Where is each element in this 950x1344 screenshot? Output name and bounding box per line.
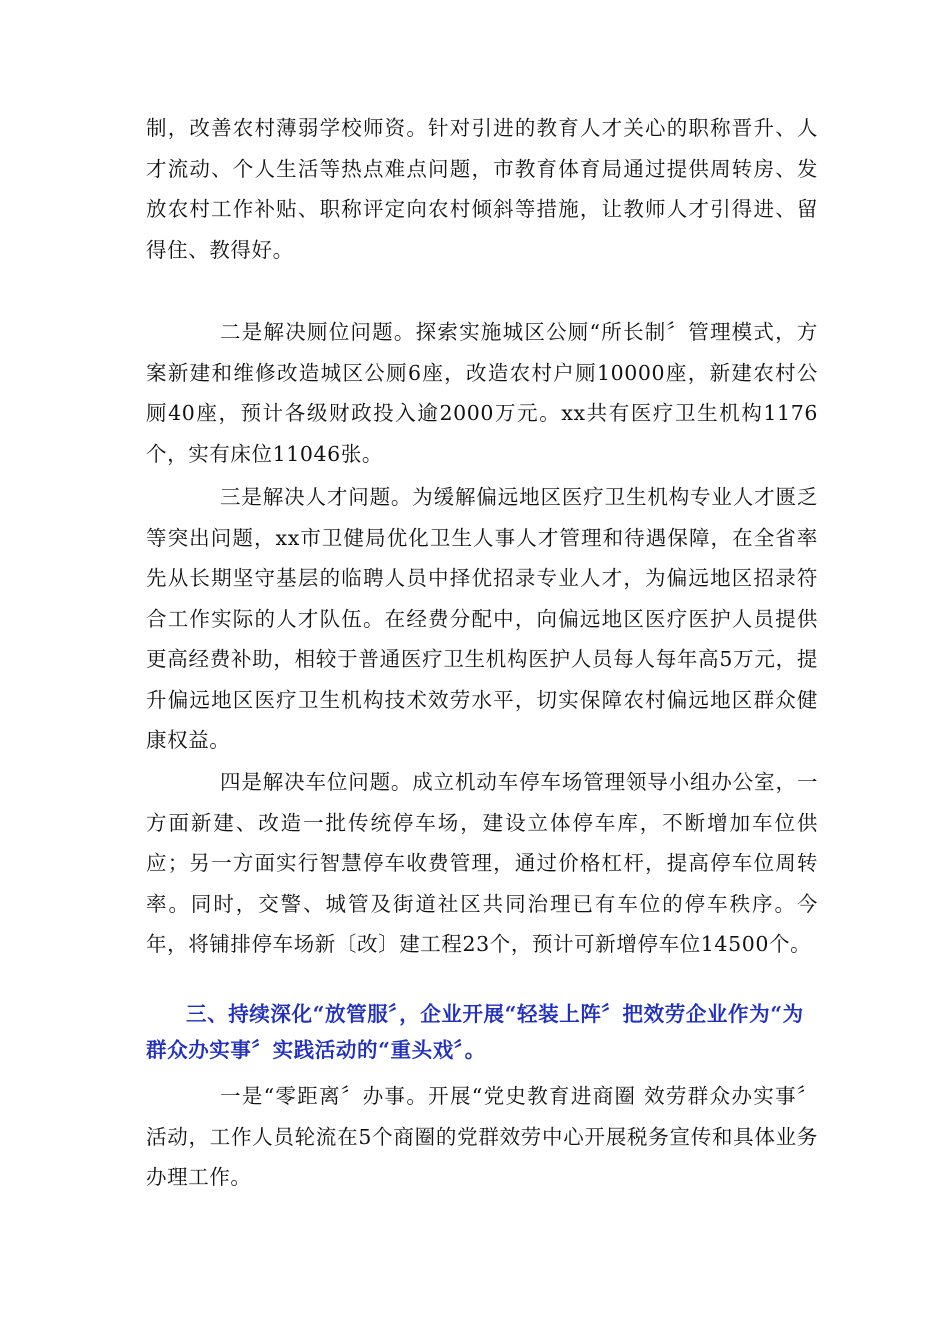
paragraph-toilet-issue: 二是解决厕位问题。探索实施城区公厕“所长制〞管理模式，方案新建和维修改造城区公厕6座，改造农村户厕10000座，新建农村公厕40座，预计各级财政投入逾2000万元。xx共有医疗卫生机构1176个，实有床位11046张。 [146, 320, 818, 466]
paragraph-talent-issue: 三是解决人才问题。为缓解偏远地区医疗卫生机构专业人才匮乏等突出问题，xx市卫健局优化卫生人事人才管理和待遇保障，在全省率先从长期坚守基层的临聘人员中择优招录专业人才，为偏远地区招录符合工作实际的人才队伍。在经费分配中，向偏远地区医疗医护人员提供更高经费补助，相较于普通医疗卫生机构医护人员每人每年高5万元，提升偏远地区医疗卫生机构技术效劳水平，切实保障农村偏远地区群众健康权益。 [146, 485, 818, 752]
paragraph-zero-distance: 一是“零距离〞办事。开展“党史教育进商圈 效劳群众办实事〞活动，工作人员轮流在5个商圈的党群效劳中心开展税务宣传和具体业务办理工作。 [146, 1084, 818, 1189]
paragraph-teacher-talent: 制，改善农村薄弱学校师资。针对引进的教育人才关心的职称晋升、人才流动、个人生活等热点难点问题，市教育体育局通过提供周转房、发放农村工作补贴、职称评定向农村倾斜等措施，让教师人才引得进、留得住、教得好。 [146, 116, 818, 262]
section-heading: 三、持续深化“放管服〞，企业开展“轻装上阵〞把效劳企业作为“为群众办实事〞实践活动的“重头戏〞。 [146, 1002, 804, 1062]
paragraph-parking-issue: 四是解决车位问题。成立机动车停车场管理领导小组办公室，一方面新建、改造一批传统停车场，建设立体停车库，不断增加车位供应；另一方面实行智慧停车收费管理，通过价格杠杆，提高停车位周转率。同时，交警、城管及街道社区共同治理已有车位的停车秩序。今年，将铺排停车场新〔改〕建工程23个，预计可新增停车位14500个。 [146, 770, 818, 956]
